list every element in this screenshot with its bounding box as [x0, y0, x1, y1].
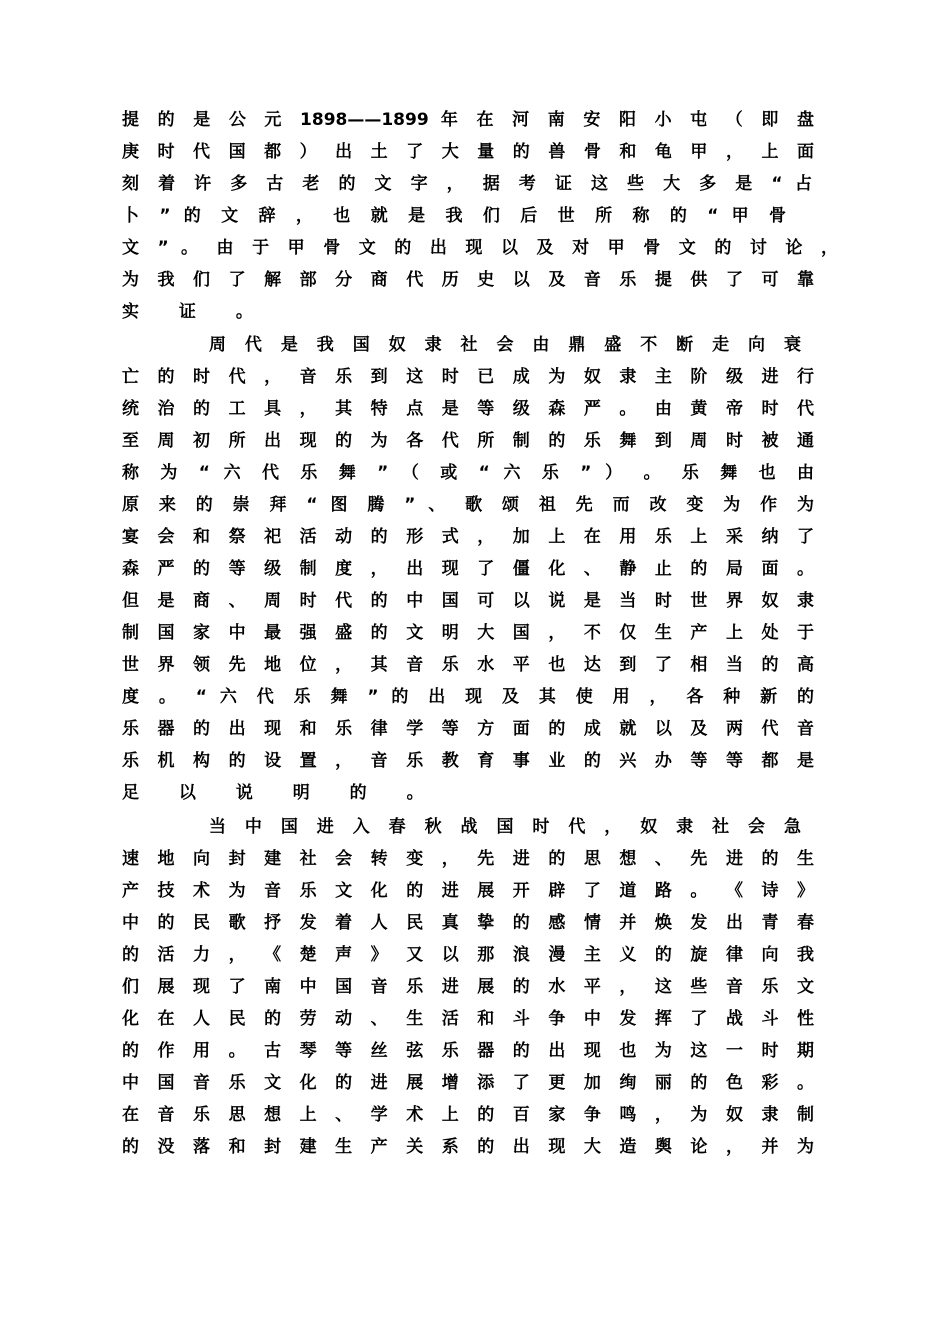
- text-line: 刻 着 许 多 古 老 的 文 字 ， 据 考 证 这 些 大 多 是 “ 占: [122, 174, 812, 194]
- text-line: 制 国 家 中 最 强 盛 的 文 明 大 国 ， 不 仅 生 产 上 处 于: [122, 623, 814, 643]
- text-line: 卜 ” 的 文 辞 ， 也 就 是 我 们 后 世 所 称 的 “ 甲 骨: [122, 206, 786, 226]
- text-line: 足 以 说 明 的 。: [122, 783, 441, 803]
- text-line: 统 治 的 工 具 ， 其 特 点 是 等 级 森 严 。 由 黄 帝 时 代: [122, 399, 814, 419]
- text-line: 世 界 领 先 地 位 ， 其 音 乐 水 平 也 达 到 了 相 当 的 高: [122, 655, 814, 675]
- text-line: 乐 器 的 出 现 和 乐 律 学 等 方 面 的 成 就 以 及 两 代 音: [122, 719, 814, 739]
- text-line: 称 为 “ 六 代 乐 舞 ” （ 或 “ 六 乐 ” ） 。 乐 舞 也 由: [122, 463, 814, 483]
- text-line: 中 国 音 乐 文 化 的 进 展 增 添 了 更 加 绚 丽 的 色 彩 。: [122, 1073, 814, 1093]
- text-line: 庚 时 代 国 都 ） 出 土 了 大 量 的 兽 骨 和 龟 甲 ， 上 面: [122, 142, 814, 162]
- paragraph-first-line: 周 代 是 我 国 奴 隶 社 会 由 鼎 盛 不 断 走 向 衰: [209, 335, 801, 355]
- text-line: 们 展 现 了 南 中 国 音 乐 进 展 的 水 平 ， 这 些 音 乐 文: [122, 977, 814, 997]
- text-line: 的 作 用 。 古 琴 等 丝 弦 乐 器 的 出 现 也 为 这 一 时 期: [122, 1041, 814, 1061]
- text-line: 但 是 商 、 周 时 代 的 中 国 可 以 说 是 当 时 世 界 奴 隶: [122, 591, 814, 611]
- text-line: 产 技 术 为 音 乐 文 化 的 进 展 开 辟 了 道 路 。 《 诗 》: [122, 881, 814, 901]
- text-line: 文 ” 。 由 于 甲 骨 文 的 出 现 以 及 对 甲 骨 文 的 讨 论 ，: [122, 238, 838, 258]
- text-line: 原 来 的 崇 拜 “ 图 腾 ” 、 歌 颂 祖 先 而 改 变 为 作 为: [122, 495, 814, 515]
- text-line: 度 。 “ 六 代 乐 舞 ” 的 出 现 及 其 使 用 ， 各 种 新 的: [122, 687, 814, 707]
- text-line: 亡 的 时 代 ， 音 乐 到 这 时 已 成 为 奴 隶 主 阶 级 进 行: [122, 367, 814, 387]
- text-line: 至 周 初 所 出 现 的 为 各 代 所 制 的 乐 舞 到 周 时 被 通: [122, 431, 814, 451]
- text-line: 乐 机 构 的 设 置 ， 音 乐 教 育 事 业 的 兴 办 等 等 都 是: [122, 751, 814, 771]
- paragraph-first-line: 当 中 国 进 入 春 秋 战 国 时 代 ， 奴 隶 社 会 急: [209, 817, 801, 837]
- text-line: 提 的 是 公 元 1898——1899 年 在 河 南 安 阳 小 屯 （ 即 盘: [122, 110, 814, 130]
- text-line: 在 音 乐 思 想 上 、 学 术 上 的 百 家 争 鸣 ， 为 奴 隶 制: [122, 1105, 814, 1125]
- text-line: 中 的 民 歌 抒 发 着 人 民 真 挚 的 感 情 并 焕 发 出 青 春: [122, 913, 814, 933]
- text-line: 为 我 们 了 解 部 分 商 代 历 史 以 及 音 乐 提 供 了 可 靠: [122, 270, 814, 290]
- text-line: 森 严 的 等 级 制 度 ， 出 现 了 僵 化 、 静 止 的 局 面 。: [122, 559, 814, 579]
- text-line: 的 没 落 和 封 建 生 产 关 系 的 出 现 大 造 舆 论 ， 并 为: [122, 1137, 814, 1157]
- text-line: 的 活 力 ， 《 楚 声 》 又 以 那 浪 漫 主 义 的 旋 律 向 我: [122, 945, 814, 965]
- text-line: 实 证 。: [122, 302, 270, 322]
- text-line: 宴 会 和 祭 祀 活 动 的 形 式 ， 加 上 在 用 乐 上 采 纳 了: [122, 527, 814, 547]
- text-line: 化 在 人 民 的 劳 动 、 生 活 和 斗 争 中 发 挥 了 战 斗 性: [122, 1009, 814, 1029]
- text-line: 速 地 向 封 建 社 会 转 变 ， 先 进 的 思 想 、 先 进 的 生: [122, 849, 814, 869]
